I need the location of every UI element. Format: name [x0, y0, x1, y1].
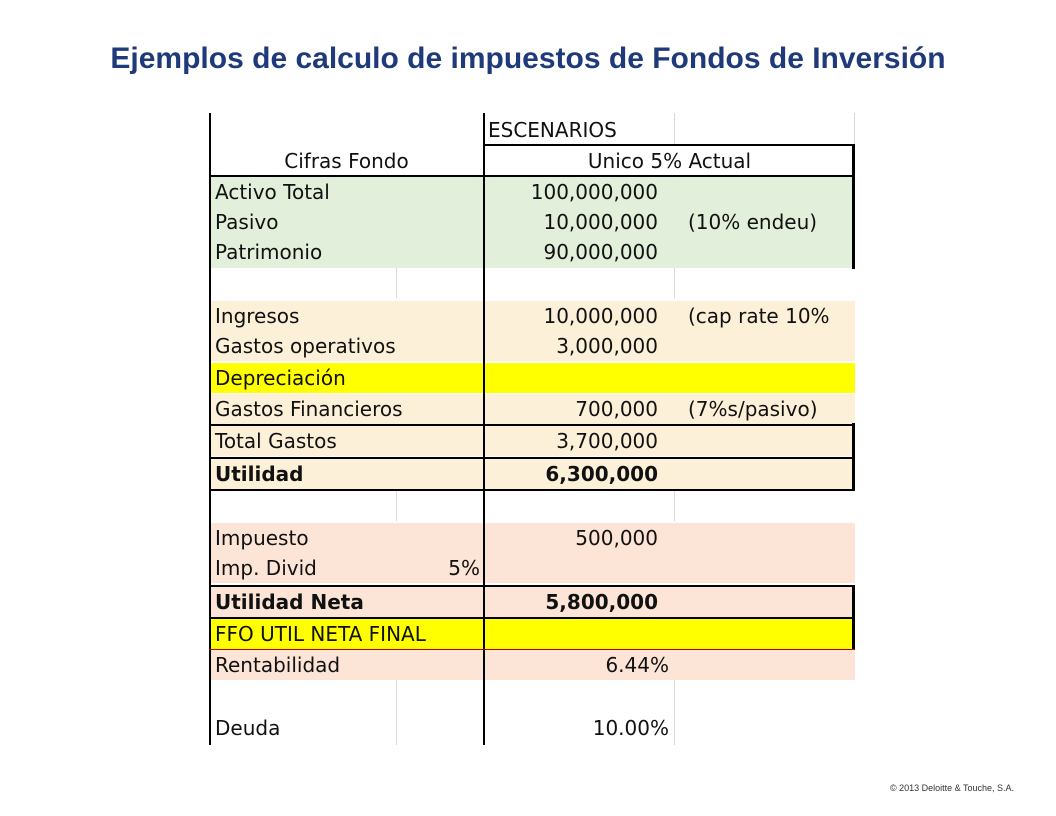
- row-label: Patrimonio: [215, 240, 323, 264]
- escenarios-label: ESCENARIOS: [488, 118, 617, 142]
- grid-line: [396, 491, 397, 521]
- row-label: Total Gastos: [215, 429, 337, 453]
- table-rule: [209, 585, 855, 587]
- table-rule: [209, 489, 855, 491]
- row-activo-total: [209, 177, 855, 207]
- row-value: 10,000,000: [543, 304, 658, 328]
- row-value: 500,000: [575, 526, 658, 550]
- row-deuda: [209, 713, 855, 743]
- page-title: Ejemplos de calculo de impuestos de Fondos de Inversión: [110, 42, 946, 75]
- row-label: Impuesto: [215, 526, 309, 550]
- row-label: Imp. Divid: [215, 556, 317, 580]
- row-value: 700,000: [575, 397, 658, 421]
- table-rule: [209, 617, 855, 619]
- row-ingresos: [209, 301, 855, 331]
- table-border-right: [852, 145, 855, 269]
- table-rule: [483, 144, 855, 146]
- row-utilidad-neta: [209, 587, 855, 617]
- row-label: Gastos operativos: [215, 334, 396, 358]
- row-label: Gastos Financieros: [215, 397, 403, 421]
- scenario-label: Unico 5% Actual: [587, 149, 752, 173]
- row-label: Pasivo: [215, 210, 279, 234]
- row-total-gastos: [209, 426, 855, 456]
- row-utilidad: [209, 459, 855, 489]
- row-note: (7%s/pasivo): [688, 397, 818, 421]
- row-imp-divid: [209, 553, 855, 583]
- row-depreciacion: [209, 363, 855, 393]
- table-border-left: [209, 113, 211, 745]
- table-rule: [209, 175, 855, 177]
- row-impuesto: [209, 523, 855, 553]
- row-value: 100,000,000: [530, 180, 658, 204]
- spreadsheet-table: [209, 113, 855, 745]
- row-label: Deuda: [215, 716, 281, 740]
- row-rentabilidad: [209, 650, 855, 680]
- row-ffo: [209, 619, 855, 649]
- row-value: 6.44%: [605, 653, 669, 677]
- row-patrimonio: [209, 237, 855, 268]
- table-border-mid: [483, 113, 485, 745]
- row-label: Rentabilidad: [215, 653, 341, 677]
- row-label: Utilidad: [215, 462, 304, 486]
- cifras-fondo-label: Cifras Fondo: [284, 149, 409, 173]
- header-row-escenarios: [209, 115, 855, 145]
- row-note: (10% endeu): [688, 210, 818, 234]
- table-rule: [209, 457, 855, 459]
- row-value: 6,300,000: [545, 462, 658, 486]
- row-label: Ingresos: [215, 304, 300, 328]
- grid-line: [396, 268, 397, 298]
- grid-line: [674, 491, 675, 521]
- row-label: FFO UTIL NETA FINAL: [215, 622, 426, 646]
- row-note: (cap rate 10%: [688, 304, 830, 328]
- row-gastos-operativos: [209, 331, 855, 361]
- table-rule: [209, 424, 855, 426]
- row-value: 5,800,000: [545, 590, 658, 614]
- row-value: 3,700,000: [556, 429, 658, 453]
- row-value: 3,000,000: [556, 334, 658, 358]
- row-label: Depreciación: [215, 366, 346, 390]
- row-value: 10,000,000: [543, 210, 658, 234]
- table-rule: [209, 649, 855, 650]
- row-gastos-financieros: [209, 394, 855, 424]
- row-value: 10.00%: [592, 716, 669, 740]
- row-value: 90,000,000: [543, 240, 658, 264]
- row-label: Activo Total: [215, 180, 330, 204]
- grid-line: [674, 268, 675, 298]
- row-rate: 5%: [448, 556, 480, 580]
- row-pasivo: [209, 207, 855, 237]
- copyright-footer: © 2013 Deloitte & Touche, S.A.: [889, 783, 1014, 793]
- row-label: Utilidad Neta: [215, 590, 364, 614]
- header-row-cifras: [209, 146, 855, 176]
